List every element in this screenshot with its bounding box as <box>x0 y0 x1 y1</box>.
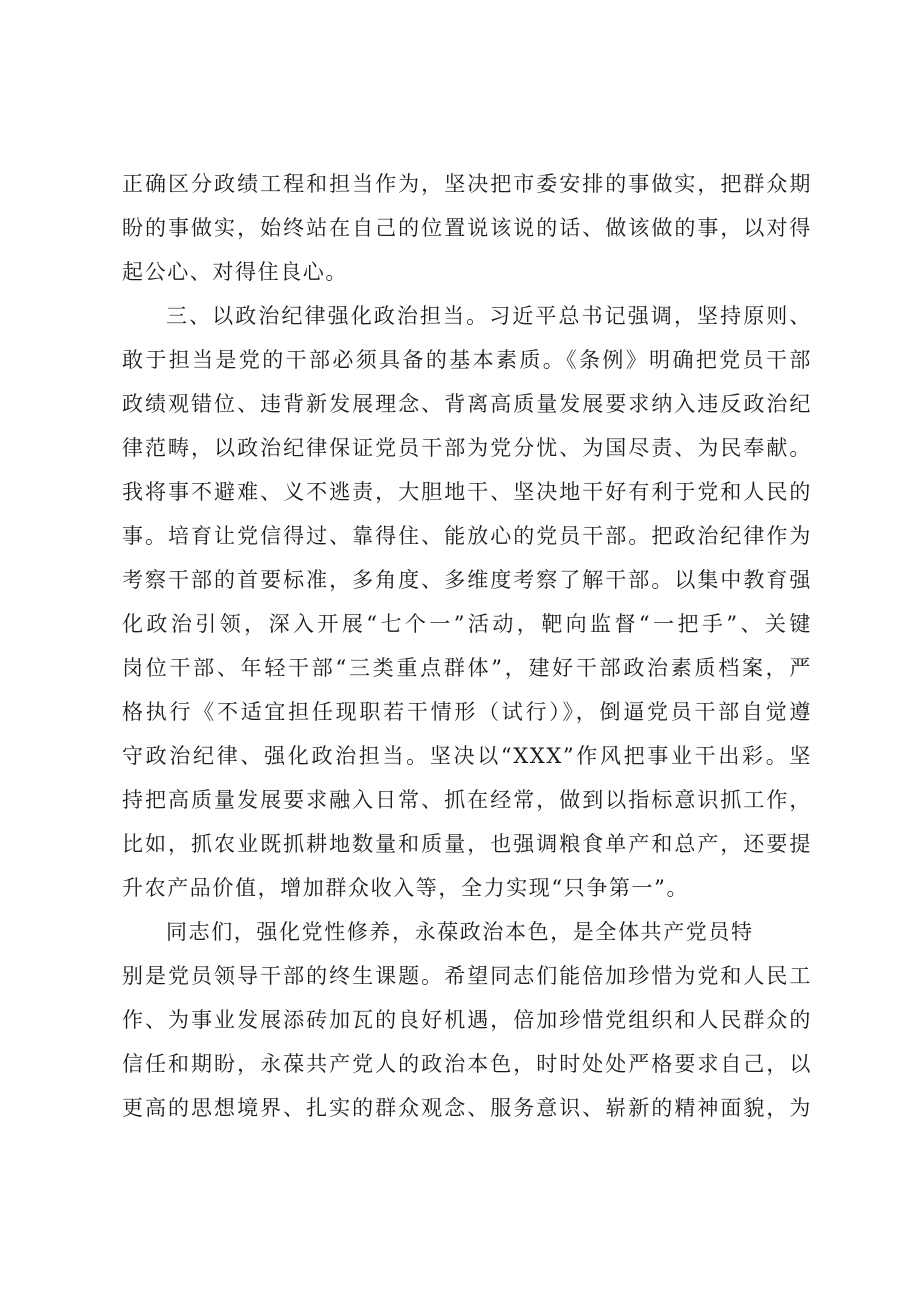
text-line: 起公心、对得住良心。 <box>122 260 348 284</box>
text-line: 考察干部的首要标准，多角度、多维度考察了解干部。以集中教育强 <box>122 568 812 592</box>
text-line: 格执行《不适宜担任现职若干情形（试行）》，倒逼党员干部自觉遵 <box>122 700 812 724</box>
section-heading-line: 三、以政治纪律强化政治担当。习近平总书记强调，坚持原则、 <box>166 304 812 328</box>
text-line: 我将事不避难、义不逃责，大胆地干、坚决地干好有利于党和人民的 <box>122 480 812 504</box>
text-line: 守政治纪律、强化政治担当。坚决以“XXX”作风把事业干出彩。坚 <box>122 744 812 768</box>
text-line: 律范畴，以政治纪律保证党员干部为党分忧、为国尽责、为民奉献。 <box>122 436 812 460</box>
text-line: 持把高质量发展要求融入日常、抓在经常，做到以指标意识抓工作， <box>122 788 812 812</box>
text-line: 政绩观错位、违背新发展理念、背离高质量发展要求纳入违反政治纪 <box>122 392 812 416</box>
text-line: 岗位干部、年轻干部“三类重点群体”，建好干部政治素质档案，严 <box>122 656 812 680</box>
text-line: 作、为事业发展添砖加瓦的良好机遇，倍加珍惜党组织和人民群众的 <box>122 1008 812 1032</box>
paragraph-start-line: 同志们，强化党性修养，永葆政治本色，是全体共产党员特 <box>166 920 754 944</box>
text-line: 正确区分政绩工程和担当作为，坚决把市委安排的事做实，把群众期 <box>122 172 812 196</box>
text-line: 别是党员领导干部的终生课题。希望同志们能倍加珍惜为党和人民工 <box>122 964 812 988</box>
text-line: 升农产品价值，增加群众收入等，全力实现“只争第一”。 <box>122 876 690 900</box>
text-line: 事。培育让党信得过、靠得住、能放心的党员干部。把政治纪律作为 <box>122 524 812 548</box>
text-line: 敢于担当是党的干部必须具备的基本素质。《条例》明确把党员干部 <box>122 348 812 372</box>
text-line: 化政治引领，深入开展“七个一”活动，靶向监督“一把手”、关键 <box>122 612 812 636</box>
text-line: 盼的事做实，始终站在自己的位置说该说的话、做该做的事，以对得 <box>122 216 812 240</box>
text-line: 比如，抓农业既抓耕地数量和质量，也强调粮食单产和总产，还要提 <box>122 832 812 856</box>
text-line: 更高的思想境界、扎实的群众观念、服务意识、崭新的精神面貌，为 <box>122 1096 812 1120</box>
text-line: 信任和期盼，永葆共产党人的政治本色，时时处处严格要求自己，以 <box>122 1052 812 1076</box>
